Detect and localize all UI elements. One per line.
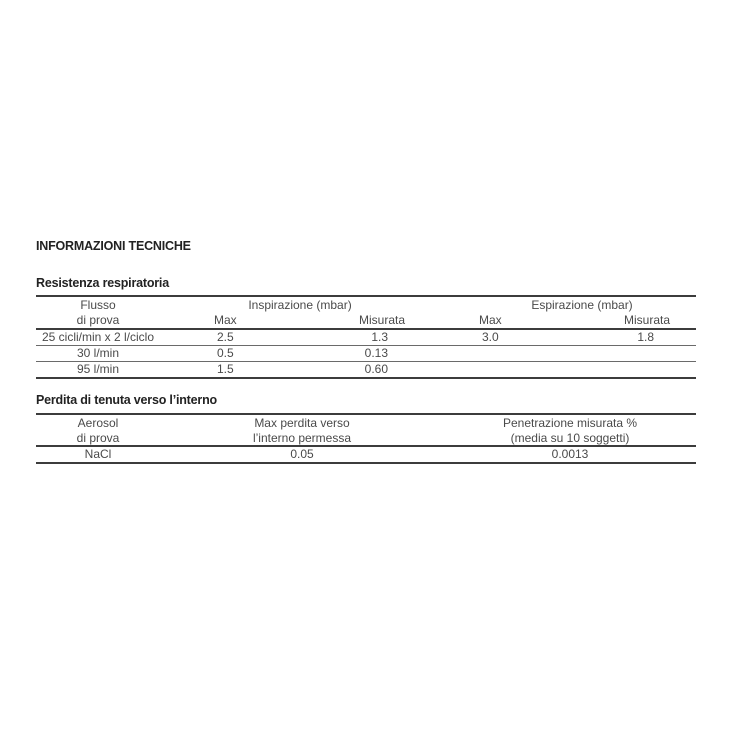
table-rule-header	[36, 445, 696, 447]
section-heading-breathing-resistance: Resistenza respiratoria	[36, 276, 169, 290]
header-max-leak-line2: l’interno permessa	[252, 431, 352, 445]
cell-flow: 30 l/min	[76, 346, 120, 360]
cell-insp-max: 1.5	[217, 362, 234, 376]
header-expiration-max: Max	[479, 313, 502, 327]
header-inspiration-group: Inspirazione (mbar)	[248, 298, 352, 312]
header-aerosol-line1: Aerosol	[77, 416, 119, 430]
header-expiration-measured: Misurata	[623, 313, 670, 327]
cell-insp-max: 2.5	[217, 330, 234, 344]
table-rule-bottom	[36, 462, 696, 464]
header-expiration-group: Espirazione (mbar)	[531, 298, 633, 312]
page-title: INFORMAZIONI TECNICHE	[36, 239, 191, 253]
header-flow-line1: Flusso	[80, 298, 116, 312]
header-penetration-line1: Penetrazione misurata %	[502, 416, 638, 430]
table-rule-top	[36, 413, 696, 415]
header-max-leak-line1: Max perdita verso	[254, 416, 350, 430]
cell-insp-max: 0.5	[217, 346, 234, 360]
cell-exp-max: 3.0	[482, 330, 499, 344]
header-aerosol-line2: di prova	[76, 431, 120, 445]
cell-penetration: 0.0013	[551, 447, 589, 461]
section-heading-inward-leakage: Perdita di tenuta verso l’interno	[36, 393, 217, 407]
header-inspiration-max: Max	[214, 313, 237, 327]
cell-flow: 25 cicli/min x 2 l/ciclo	[41, 330, 155, 344]
cell-exp-measured: 1.8	[637, 330, 654, 344]
cell-max-leak: 0.05	[290, 447, 314, 461]
table-rule-top	[36, 295, 696, 297]
header-inspiration-measured: Misurata	[358, 313, 405, 327]
cell-flow: 95 l/min	[76, 362, 120, 376]
cell-insp-measured: 0.60	[364, 362, 388, 376]
cell-insp-measured: 1.3	[371, 330, 388, 344]
header-flow-line2: di prova	[76, 313, 120, 327]
cell-insp-measured: 0.13	[364, 346, 388, 360]
header-penetration-line2: (media su 10 soggetti)	[510, 431, 630, 445]
table-rule-bottom	[36, 377, 696, 379]
cell-aerosol: NaCl	[84, 447, 112, 461]
